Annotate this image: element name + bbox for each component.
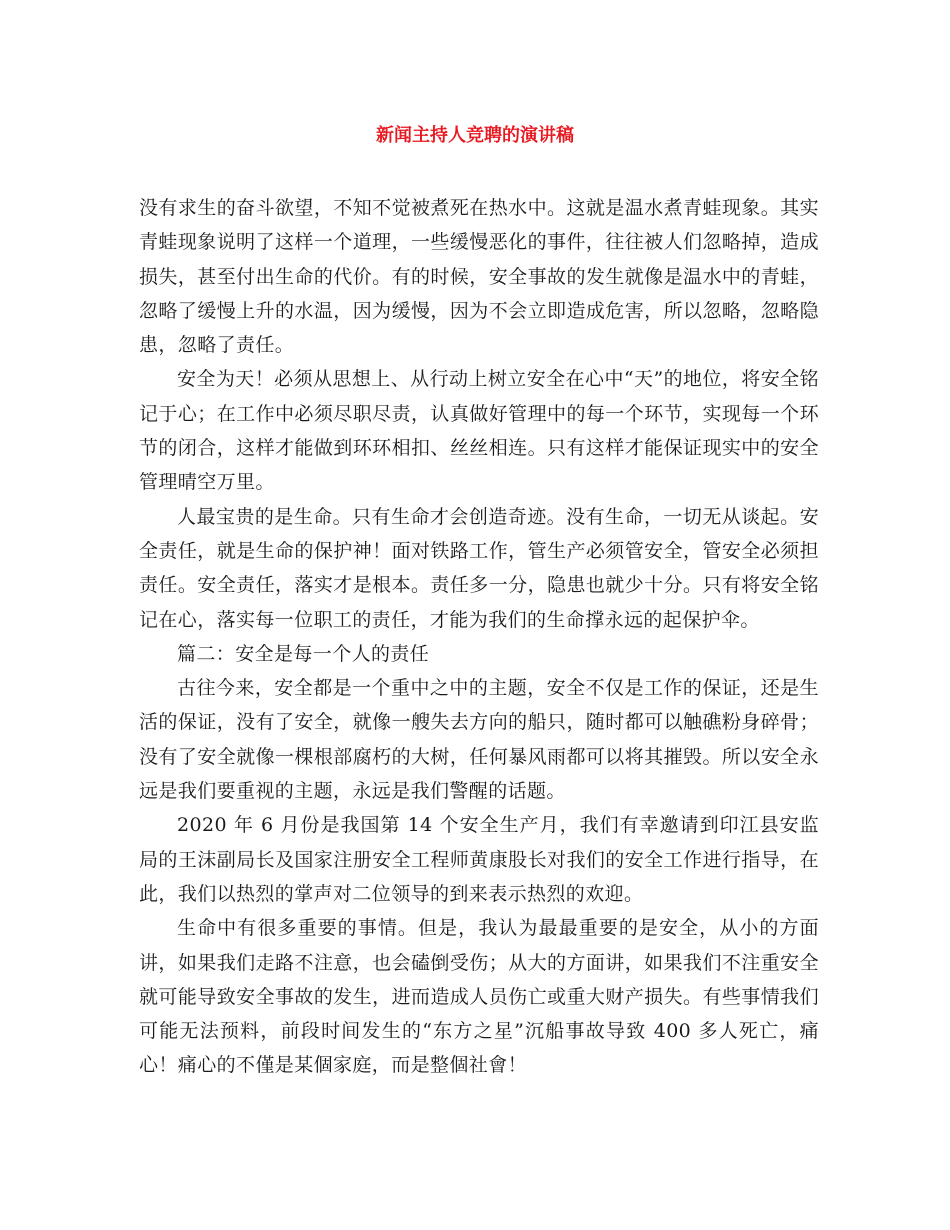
paragraph: 人最宝贵的是生命。只有生命才会创造奇迹。没有生命，一切无从谈起。安全责任，就是生命的保护神！面对铁路工作，管生产必须管安全，管安全必须担责任。安全责任，落实才是根本。责任多一分，隐患也就少十分。只有将安全铭记在心，落实每一位职工的责任，才能为我们的生命撑永远的起保护伞。 [139, 505, 819, 631]
paragraph: 生命中有很多重要的事情。但是，我认为最最重要的是安全，从小的方面讲，如果我们走路不注意，也会磕倒受伤；从大的方面讲，如果我们不注重安全就可能导致安全事故的发生，进而造成人员伤亡或重大财产损失。有些事情我们可能无法预料，前段时间发生的“东方之星”沉船事故导致 400 多人死亡，痛心！痛心的不僅是某個家庭，而是整個社會！ [139, 917, 819, 1077]
paragraph: 安全为天！必须从思想上、从行动上树立安全在心中“天”的地位，将安全铭记于心；在工作中必须尽职尽责，认真做好管理中的每一个环节，实现每一个环节的闭合，这样才能做到环环相扣、丝丝相连。只有这样才能保证现实中的安全管理晴空万里。 [139, 368, 819, 494]
document-body [139, 191, 819, 1083]
paragraph: 古往今来，安全都是一个重中之中的主题，安全不仅是工作的保证，还是生活的保证，没有了安全，就像一艘失去方向的船只，随时都可以触礁粉身碎骨；没有了安全就像一棵根部腐朽的大树，任何暴风雨都可以将其摧毁。所以安全永远是我们要重视的主题，永远是我们警醒的话题。 [139, 677, 819, 803]
paragraph: 没有求生的奋斗欲望，不知不觉被煮死在热水中。这就是温水煮青蛙现象。其实青蛙现象说明了这样一个道理，一些缓慢恶化的事件，往往被人们忽略掉，造成损失，甚至付出生命的代价。有的时候，安全事故的发生就像是温水中的青蛙，忽略了缓慢上升的水温，因为缓慢，因为不会立即造成危害，所以忽略，忽略隐患，忽略了责任。 [139, 197, 819, 357]
document-title: 新闻主持人竞聘的演讲稿 [376, 125, 574, 146]
section-heading: 篇二：安全是每一个人的责任 [177, 642, 430, 665]
paragraph: 2020 年 6 月份是我国第 14 个安全生产月，我们有幸邀请到印江县安监局的王沫副局长及国家注册安全工程师黄康股长对我们的安全工作进行指导，在此，我们以热烈的掌声对二位领导的到来表示热烈的欢迎。 [139, 814, 819, 905]
